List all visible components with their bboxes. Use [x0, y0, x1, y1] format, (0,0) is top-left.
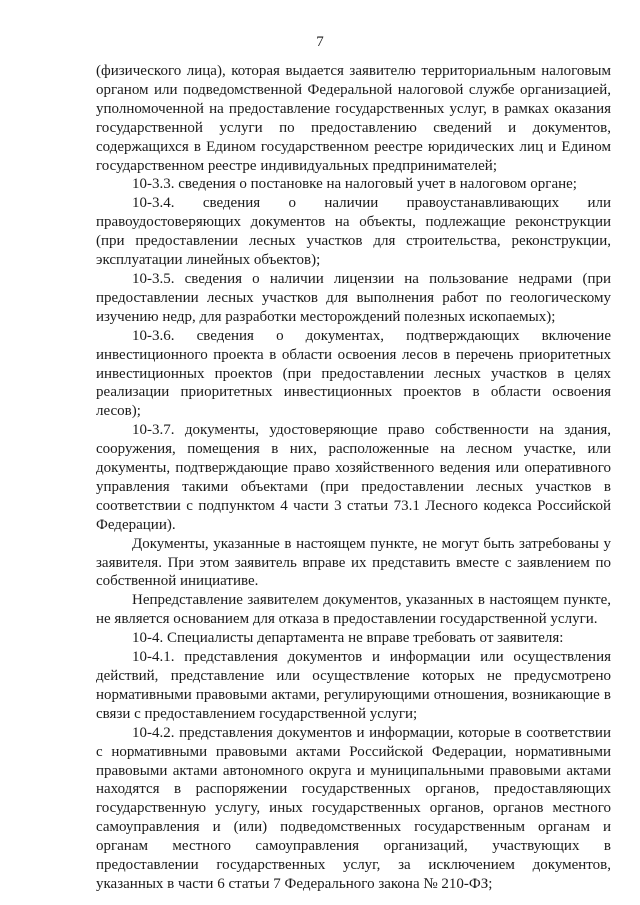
paragraph: 10-4. Специалисты департамента не вправе требовать от заявителя:: [132, 630, 564, 647]
paragraph: Документы, указанные в настоящем пункте, не могут быть затребованы у заявителя. При этом заявитель вправе их представить вместе с заявлением по собственной инициативе.: [96, 535, 611, 590]
paragraph: 10-3.6. сведения о документах, подтверждающих включение инвестиционного проекта в области освоения лесов в перечень приоритетных инвестиционных проектов (при предоставлении лесных участков в целях реализации приоритетных инвестиционных проектов в области освоения лесов);: [96, 327, 611, 420]
document-body: [96, 62, 611, 894]
paragraph: 10-3.3. сведения о постановке на налоговый учет в налоговом органе;: [132, 176, 577, 193]
paragraph: Непредставление заявителем документов, указанных в настоящем пункте, не является основанием для отказа в предоставлении государственной услуги.: [96, 592, 611, 628]
paragraph: (физического лица), которая выдается заявителю территориальным налоговым органом или подведомственной Федеральной налоговой службе организацией, уполномоченной на предоставление государственных услуг, в рамках оказания государственной услуги по предоставлению сведений и документов, содержащихся в Едином государственном реестре юридических лиц и Едином государственном реестре индивидуальных предпринимателей;: [96, 63, 611, 174]
paragraph: 10-4.2. представления документов и информации, которые в соответствии с нормативными правовыми актами Российской Федерации, нормативными правовыми актами автономного округа и муниципальными правовыми актами находятся в распоряжении государственных органов, предоставляющих государственную услугу, иных государственных органов, органов местного самоуправления и (или) подведомственных государственным органам и органам местного самоуправления организаций, участвующих в предоставлении государственных услуг, за исключением документов, указанных в части 6 статьи 7 Федерального закона № 210-ФЗ;: [96, 724, 611, 892]
paragraph: 10-3.7. документы, удостоверяющие право собственности на здания, сооружения, помещения в них, расположенные на лесном участке, или документы, подтверждающие право хозяйственного ведения или оперативного управления такими объектами (при предоставлении лесных участков в соответствии с подпунктом 4 части 3 статьи 73.1 Лесного кодекса Российской Федерации).: [96, 422, 611, 533]
page-number: 7: [316, 34, 324, 50]
paragraph: 10-4.1. представления документов и информации или осуществления действий, представление или осуществление которых не предусмотрено нормативными правовыми актами, регулирующими отношения, возникающие в связи с предоставлением государственной услуги;: [96, 649, 611, 722]
paragraph: 10-3.5. сведения о наличии лицензии на пользование недрами (при предоставлении лесных участков для выполнения работ по геологическому изучению недр, для разработки месторождений полезных ископаемых);: [96, 270, 611, 325]
paragraph: 10-3.4. сведения о наличии правоустанавливающих или правоудостоверяющих документов на объекты, подлежащие реконструкции (при предоставлении лесных участков для строительства, реконструкции, эксплуатации линейных объектов);: [96, 195, 611, 269]
